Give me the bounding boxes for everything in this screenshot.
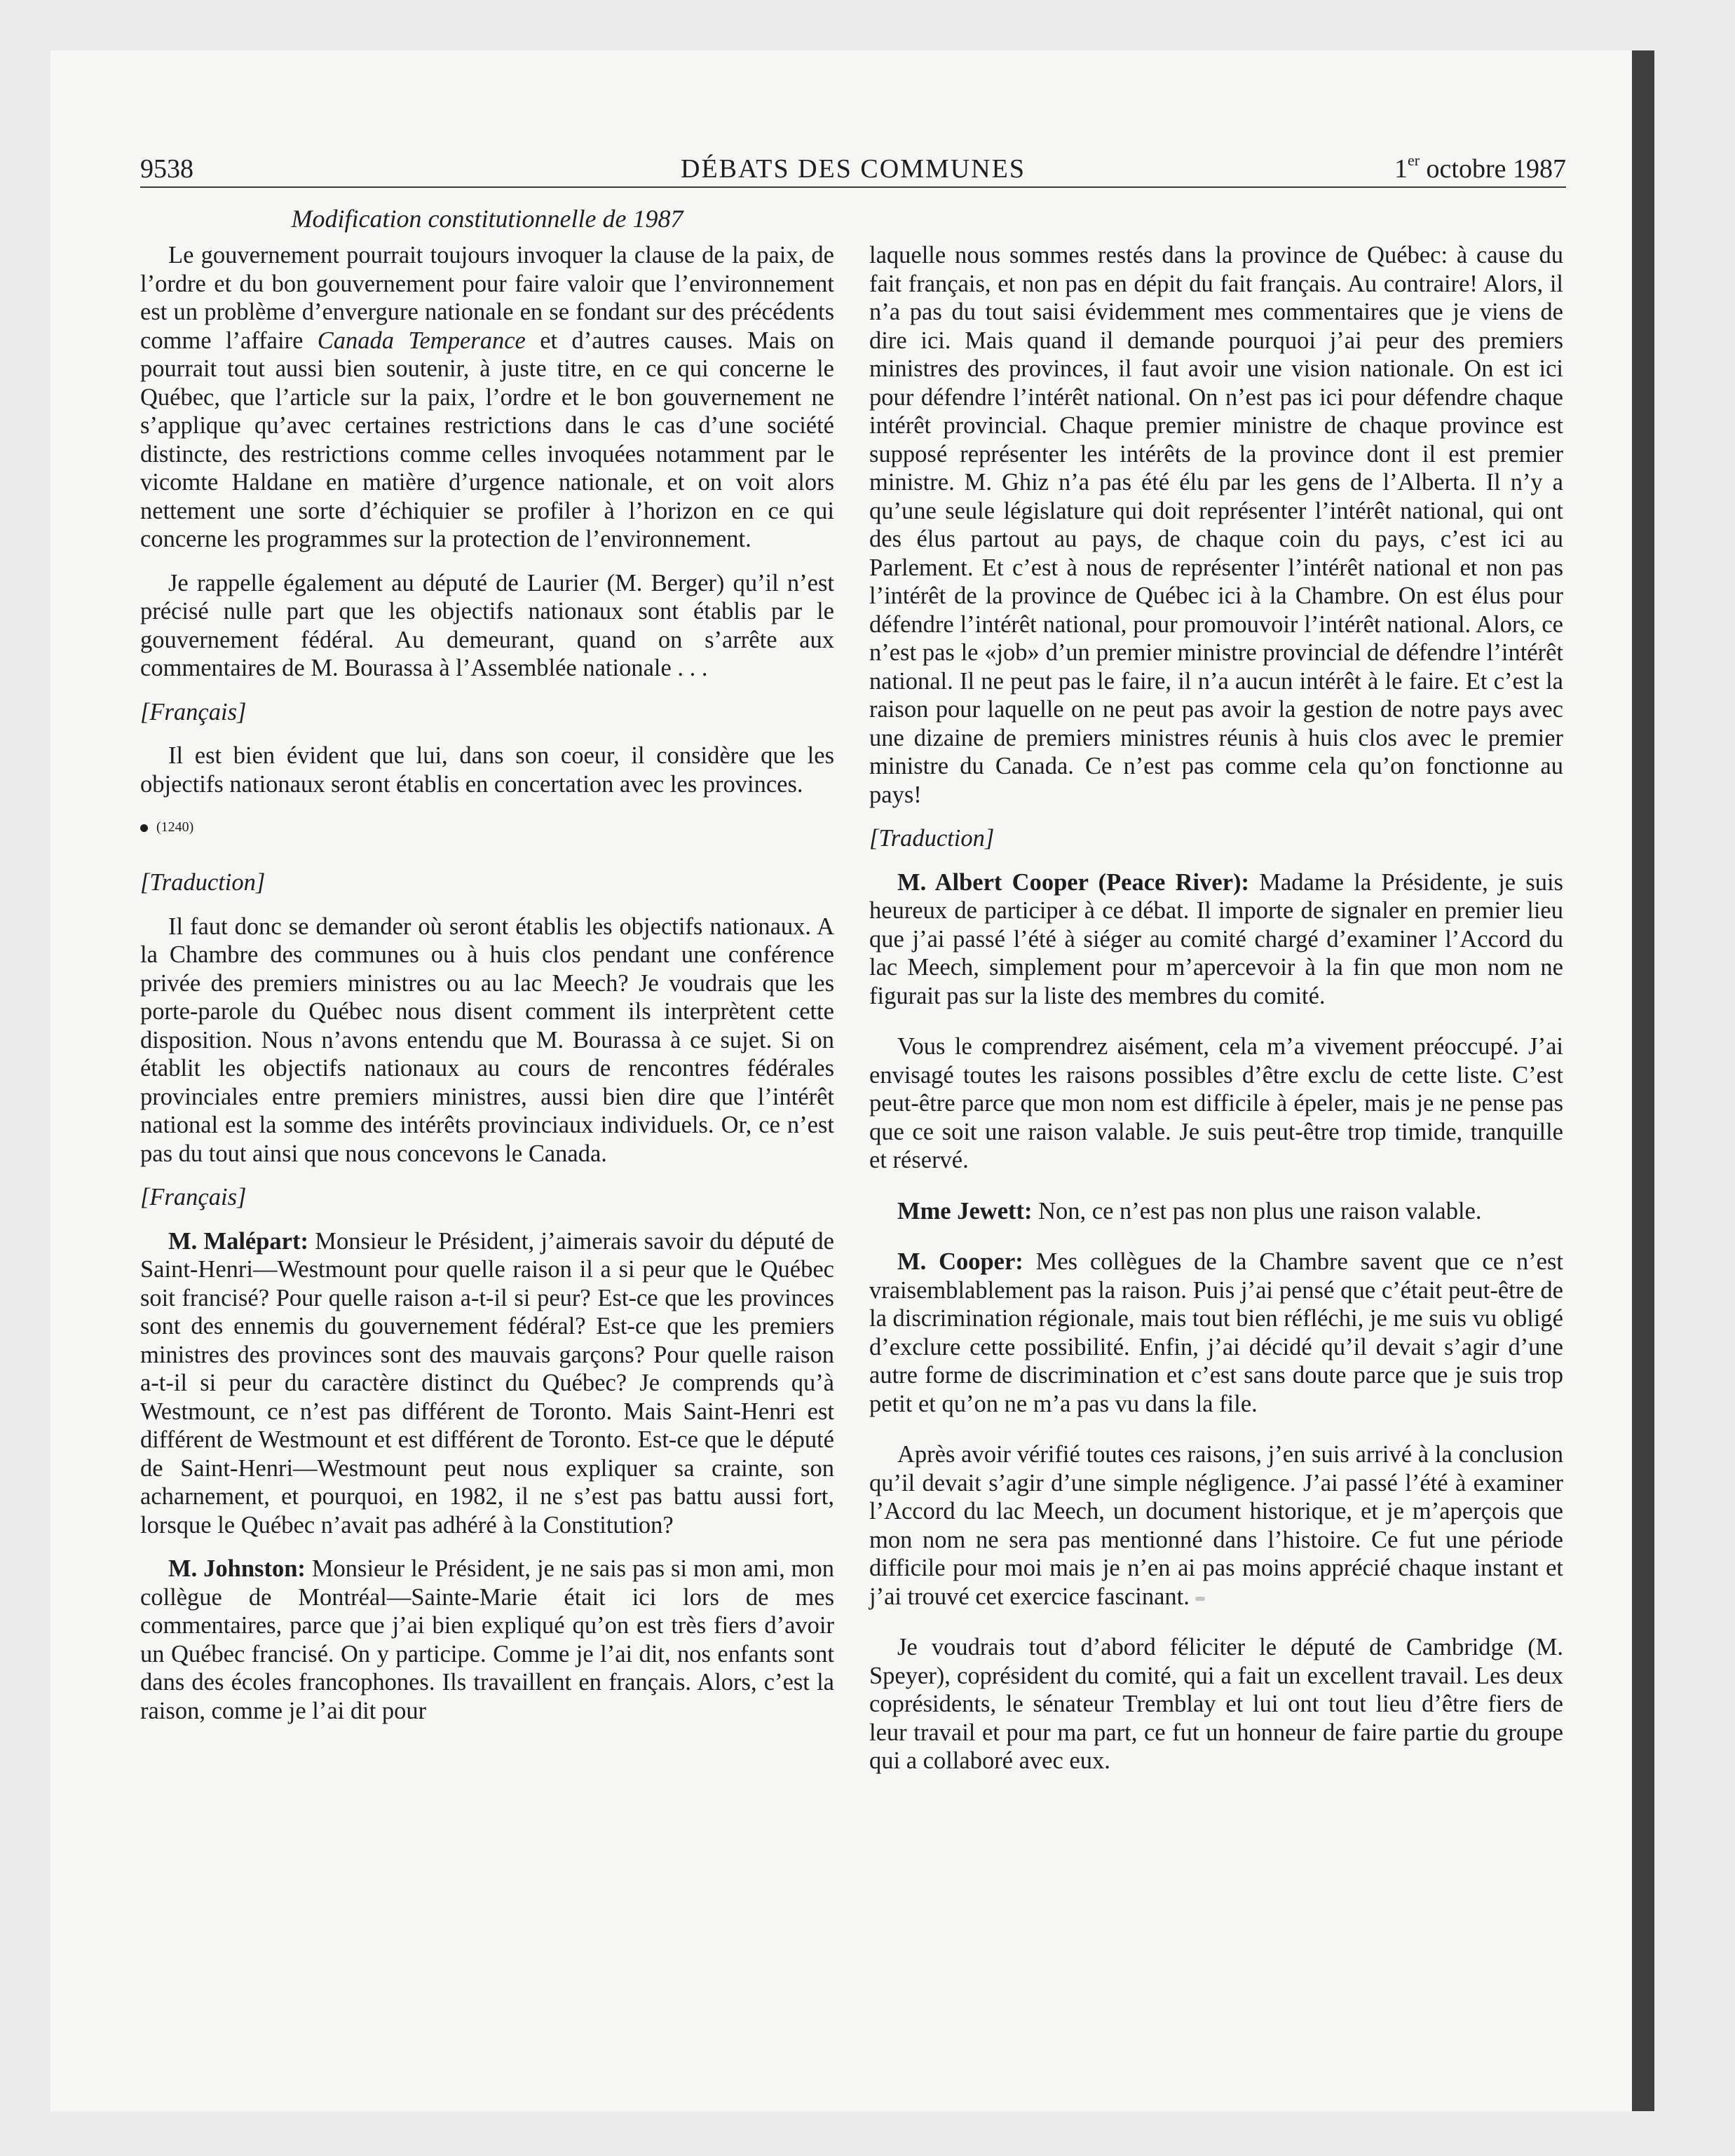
speech-text: Madame la Présidente, je suis heureux de participer à ce débat. Il importe de signaler en premier lieu que j’ai passé l’été à siéger au comité chargé d’examiner l’Accord du lac Meech, simplement pour m’apercevoir à la fin que mon nom ne figurait pas sur la liste des membres du comité. xyxy=(869,868,1563,1009)
left-column xyxy=(140,241,834,1740)
date-day: 1 xyxy=(1394,154,1408,184)
speaker-name: M. Cooper: xyxy=(897,1248,1023,1275)
paragraph-text: Je voudrais tout d’abord féliciter le député de Cambridge (M. Speyer), coprésident du comité, qui a fait un excellent travail. Les deux coprésidents, le sénateur Tremblay et lui ont tout lieu d’être fiers de leur travail et pour ma part, ce fut un honneur de faire partie du groupe qui a collaboré avec eux. xyxy=(869,1634,1563,1774)
body-paragraph xyxy=(140,241,834,554)
paragraph-text: Il faut donc se demander où seront établis les objectifs nationaux. A la Chambre des communes ou à huis clos pendant une conférence privée des premiers ministres ou au lac Meech? Je voudrais que les porte-parole du Québec nous disent comment ils interprètent cette disposition. Nous n’avons entendu que M. Bourassa à ce sujet. Si on établit les objectifs nationaux au cours de rencontres fédérales provinciales entre premiers ministres, aussi bien dire que l’intérêt national est la somme des intérêts provinciaux individuels. Or, ce n’est pas du tout ainsi que nous concevons le Canada. xyxy=(140,913,834,1167)
date-suffix: er xyxy=(1407,151,1420,169)
body-paragraph xyxy=(869,1633,1563,1775)
time-marker xyxy=(140,817,834,838)
paragraph-text: Il est bien évident que lui, dans son coeur, il considère que les objectifs nationaux seront établis en concertation avec les provinces. xyxy=(140,742,834,798)
paragraph-text: laquelle nous sommes restés dans la province de Québec: à cause du fait français, et non pas en dépit du fait français. Au contraire! Alors, il n’a pas du tout saisi évidemment mes commentaires que je viens de dire ici. Mais quand il demande pourquoi j’ai peur des premiers ministres des provinces, il faut avoir une vision nationale. On est ici pour défendre l’intérêt national. On n’est pas ici pour défendre chaque intérêt provincial. Chaque premier ministre de chaque province est supposé représenter les intérêts de la province dont il est premier ministre. M. Ghiz n’a pas été élu par les gens de l’Alberta. Il n’y a qu’une seule législature qui doit représenter l’intérêt national, qui ont des élus partout au pays, de chaque coin du pays, c’est ici au Parlement. Et c’est à nous de représenter l’intérêt national et non pas l’intérêt de la province de Québec ici à la Chambre. On est élus pour défendre l’intérêt national, pour promouvoir l’intérêt national. Alors, ce n’est pas le «job» d’un premier ministre provincial de défendre l’intérêt national. Il ne peut pas le faire, il n’a aucun intérêt à le faire. Et c’est la raison pour laquelle on ne peut pas avoir la gestion de notre pays avec une dizaine de premiers ministres réunis à huis clos avec le premier ministre du Canada. Ce n’est pas comme cela qu’on fonctionne au pays! xyxy=(869,242,1563,808)
speaker-name: Mme Jewett: xyxy=(897,1197,1033,1224)
scan-edge xyxy=(1632,50,1654,2111)
speech-text: Non, ce n’est pas non plus une raison valable. xyxy=(1032,1197,1482,1224)
speech-paragraph xyxy=(140,1227,834,1540)
time-stamp: (1240) xyxy=(156,819,194,835)
paragraph-text: Après avoir vérifié toutes ces raisons, j’en suis arrivé à la conclusion qu’il devait s’agir d’une simple négligence. J’ai passé l’été à examiner l’Accord du lac Meech, un document historique, et je m’aperçois que mon nom ne sera pas mentionné dans l’histoire. Ce fut une période difficile pour moi mais je n’en ai pas moins apprécié chaque instant et j’ai trouvé cet exercice fascinant. xyxy=(869,1441,1563,1610)
publication-title: DÉBATS DES COMMUNES xyxy=(681,154,1026,184)
section-subtitle: Modification constitutionnelle de 1987 xyxy=(291,205,683,233)
language-marker: [Français] xyxy=(140,698,247,725)
body-paragraph xyxy=(140,913,834,1168)
speech-text: Mes collègues de la Chambre savent que ce n’est vraisemblablement pas la raison. Puis j’ai pensé que c’était peut-être de la discrimination régionale, mais tout bien réfléchi, je me suis vu obligé d’exclure cette possibilité. Enfin, j’ai décidé qu’il devait s’agir d’une autre forme de discrimination et c’est sans doute parce que je suis trop petit et qu’on ne m’a pas vu dans la file. xyxy=(869,1248,1564,1417)
body-paragraph xyxy=(140,569,834,683)
body-paragraph xyxy=(140,742,834,798)
issue-date xyxy=(1394,153,1566,185)
speech-paragraph xyxy=(140,1555,834,1725)
speaker-name: M. Albert Cooper (Peace River): xyxy=(897,868,1249,896)
page-number: 9538 xyxy=(140,154,193,184)
paragraph-text: Je rappelle également au député de Laurier (M. Berger) qu’il n’est précisé nulle part que les objectifs nationaux sont établis par le gouvernement fédéral. Au demeurant, quand on s’arrête aux commentaires de M. Bourassa à l’Assemblée nationale . . . xyxy=(140,569,834,681)
language-marker: [Traduction] xyxy=(140,869,266,896)
speaker-name: M. Johnston: xyxy=(168,1555,306,1582)
speech-text: Monsieur le Président, je ne sais pas si mon ami, mon collègue de Montréal—Sainte-Marie était ici lors de mes commentaires, parce que j’ai bien expliqué qu’on est très fiers d’avoir un Québec francisé. On y participe. Comme je l’ai dit, nos enfants sont dans des écoles francophones. Ils travaillent en français. Alors, c’est la raison, comme je l’ai dit pour xyxy=(140,1555,835,1724)
body-paragraph xyxy=(869,241,1563,809)
paragraph-text: Vous le comprendrez aisément, cela m’a vivement préoccupé. J’ai envisagé toutes les raisons possibles d’être exclu de cette liste. C’est peut-être parce que mon nom est difficile à épeler, mais je ne pense pas que ce soit une raison valable. Je suis peut-être trop timide, tranquille et réservé. xyxy=(869,1033,1563,1173)
speech-paragraph xyxy=(869,1248,1563,1418)
bullet-icon xyxy=(140,824,148,832)
paragraph-text: Le gouvernement pourrait toujours invoquer la clause de la paix, de l’ordre et du bon gouvernement pour faire valoir que l’environnement est un problème d’envergure nationale en se fondant sur des précédents comme l’affaire xyxy=(140,242,834,354)
paragraph-text: et d’autres causes. Mais on pourrait tout aussi bien soutenir, à juste titre, en ce qui concerne le Québec, que l’article sur la paix, l’ordre et le bon gouvernement ne s’applique qu’avec certaines restrictions dans le cas d’une société distincte, des restrictions comme celles invoquées notamment par le vicomte Haldane en matière d’urgence nationale, et on voit alors nettement une sorte d’échiquier se profiler à l’horizon en ce qui concerne les programmes sur la protection de l’environnement. xyxy=(140,327,834,552)
right-column xyxy=(869,241,1563,1791)
language-marker: [Traduction] xyxy=(869,825,995,852)
speech-paragraph xyxy=(869,868,1563,1011)
date-rest: octobre 1987 xyxy=(1420,154,1566,184)
language-marker: [Français] xyxy=(140,1184,247,1210)
ink-smudge xyxy=(1195,1597,1205,1601)
page-header xyxy=(140,153,1566,185)
speaker-name: M. Malépart: xyxy=(168,1227,308,1255)
speech-paragraph xyxy=(869,1197,1563,1226)
speech-text: Monsieur le Président, j’aimerais savoir du député de Saint-Henri—Westmount pour quelle raison il a si peur que le Québec soit francisé? Pour quelle raison a-t-il si peur? Est-ce que les provinces sont des ennemis du gouvernement fédéral? Est-ce que les premiers ministres des provinces sont des mauvais garçons? Pour quelle raison a-t-il si peur du caractère distinct du Québec? Je comprends qu’à Westmount, ce n’est pas différent de Toronto. Mais Saint-Henri est différent de Westmount et est différent de Toronto. Est-ce que le député de Saint-Henri—Westmount peut nous expliquer sa crainte, son acharnement, et pourquoi, en 1982, il ne s’est pas battu aussi fort, lorsque le Québec n’avait pas adhéré à la Constitution? xyxy=(140,1227,834,1538)
case-name: Canada Temperance xyxy=(317,327,526,354)
body-paragraph xyxy=(869,1440,1563,1611)
header-rule xyxy=(140,186,1566,188)
body-paragraph xyxy=(869,1032,1563,1175)
